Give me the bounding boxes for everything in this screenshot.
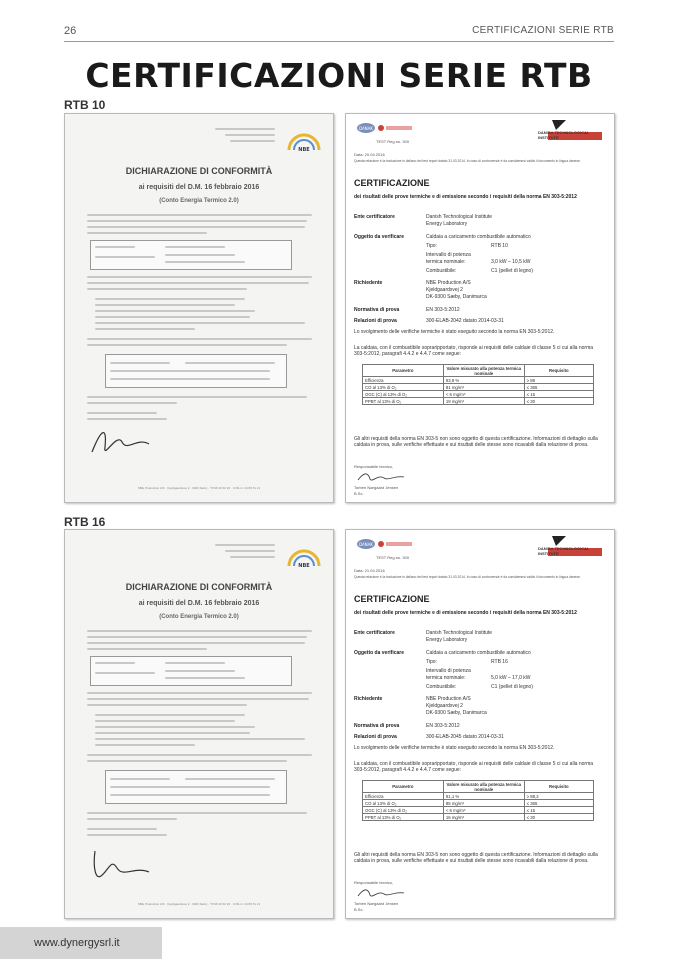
table-row xyxy=(363,377,594,384)
declaration-document-rtb16 xyxy=(64,529,334,919)
section-label-rtb16: RTB 16 xyxy=(64,515,106,529)
test-reg-number: TEST Reg.no. 300 xyxy=(376,139,410,144)
table-header: Parametro xyxy=(363,365,444,377)
table-row xyxy=(363,793,594,800)
table-cell: 91,1 % xyxy=(443,793,524,800)
table-cell: OGC (C) al 13% di O₂ xyxy=(363,391,444,398)
emission-results-table xyxy=(362,364,594,405)
ente-label: Ente certificatore xyxy=(354,214,395,220)
table-cell: 19 mg/m³ xyxy=(443,398,524,405)
header-divider xyxy=(64,41,614,42)
section-label-rtb10: RTB 10 xyxy=(64,98,106,112)
declaration-subtitle: ai requisiti del D.M. 16 febbraio 2016 xyxy=(138,184,260,191)
oggetto-value: Caldaia a caricamento combustibile automatico xyxy=(426,650,531,656)
declaration-subtitle-2: (Conto Energia Termico 2.0) xyxy=(159,198,239,204)
declaration-subtitle-2: (Conto Energia Termico 2.0) xyxy=(159,614,239,620)
table-cell: ≤ 365 xyxy=(524,800,593,807)
table-row xyxy=(363,814,594,821)
running-header-title: CERTIFICAZIONI SERIE RTB xyxy=(472,25,614,36)
certificate-signature-icon xyxy=(356,886,406,900)
termica-value: 5,0 kW – 17,0 kW xyxy=(491,675,531,681)
test-reg-number: TEST Reg.no. 300 xyxy=(376,555,410,560)
declaration-document-rtb10 xyxy=(64,113,334,503)
table-header: Requisito xyxy=(524,781,593,793)
accreditation-logo-icon xyxy=(356,122,416,134)
certificate-date: Data: 20.04.2016 xyxy=(354,152,385,157)
certificate-paragraph-3: Gli altri requisiti della norma EN 303-5 non sono oggetto di questa certificazione. Informazioni di dettaglio sulla caldaia in prova, sulle verifiche effettuate e sui risultati delle stesse sono ricavabili dalla relazione di prova. xyxy=(354,436,598,448)
svg-text:DANAK: DANAK xyxy=(358,542,374,547)
table-row xyxy=(363,391,594,398)
normativa-label: Normativa di prova xyxy=(354,307,400,313)
table-cell: 81 mg/m³ xyxy=(443,384,524,391)
normativa-value: EN 303-5:2012 xyxy=(426,307,460,313)
table-row xyxy=(363,800,594,807)
signer-title: B.Sc. xyxy=(354,907,364,912)
table-cell: OGC (C) al 13% di O₂ xyxy=(363,807,444,814)
table-cell: ≤ 15 xyxy=(524,807,593,814)
page-title: CERTIFICAZIONI SERIE RTB xyxy=(85,56,593,95)
table-cell: ≤ 30 xyxy=(524,814,593,821)
table-cell: ≤ 15 xyxy=(524,391,593,398)
table-cell: 85 mg/m³ xyxy=(443,800,524,807)
certificate-paragraph-2: La caldaia, con il combustibile sopraripportato, risponde ai requisiti delle caldaie di classe 5 ci cui alla norma 303-5:2012, paragrafi 4.4.2 e 4.4.7 come segue: xyxy=(354,761,594,773)
ente-value: Danish Technological Institute xyxy=(426,214,493,220)
table-header: Valore misurato alla potenza termica nominale xyxy=(443,781,524,793)
svg-text:NBE: NBE xyxy=(298,563,310,568)
accreditation-logo-icon xyxy=(356,538,416,550)
richiedente-label: Richiedente xyxy=(354,696,383,702)
table-cell: ≤ 365 xyxy=(524,384,593,391)
table-row xyxy=(363,807,594,814)
responsabile-label: Responsabile tecnico, xyxy=(354,880,394,885)
nbe-logo-icon xyxy=(287,130,321,152)
table-cell: CO al 13% di O₂ xyxy=(363,384,444,391)
certificate-document-rtb16 xyxy=(345,529,615,919)
ente-value-2: Energy Laboratory xyxy=(426,221,468,227)
table-cell: ≤ 30 xyxy=(524,398,593,405)
richiedente-line-2: Kjeldgaardsvej 2 xyxy=(426,703,463,709)
emission-results-table xyxy=(362,780,594,821)
certificate-note: Questa relazione è la traduzione in italiano del test report datato 31.03.2014. In caso di controversie è da considerarsi valido il documento in lingua danese. xyxy=(354,575,581,579)
table-row xyxy=(363,398,594,405)
certificate-paragraph-1: Lo svolgimento delle verifiche termiche è stato eseguito secondo la norma EN 303-5:2012. xyxy=(354,329,555,335)
page-number: 26 xyxy=(64,25,77,37)
declaration-title: DICHIARAZIONE DI CONFORMITÀ xyxy=(125,582,273,592)
oggetto-label: Oggetto da verificare xyxy=(354,234,405,240)
table-row xyxy=(363,384,594,391)
relazioni-value: 300-ELAB-2045 datato 2014-03-31 xyxy=(426,734,504,740)
termica-value: 3,0 kW – 10,5 kW xyxy=(491,259,531,265)
intervallo-label: Intervallo di potenza xyxy=(426,668,471,674)
table-cell: Efficienza xyxy=(363,793,444,800)
certificate-paragraph-3: Gli altri requisiti della norma EN 303-5 non sono oggetto di questa certificazione. Informazioni di dettaglio sulla caldaia in prova, sulle verifiche effettuate e sui risultati delle stesse sono ricavabili dalla relazione di prova. xyxy=(354,852,598,864)
svg-text:DANAK: DANAK xyxy=(358,126,374,131)
certificate-subtitle: dei risultati delle prove termiche e di emissione secondo i requisiti della norma EN 303-5:2012 xyxy=(354,610,577,616)
dti-logo-text: DANISH TECHNOLOGICAL INSTITUTE xyxy=(538,546,590,556)
certificate-signature-icon xyxy=(356,470,406,484)
certificate-paragraph-1: Lo svolgimento delle verifiche termiche è stato eseguito secondo la norma EN 303-5:2012. xyxy=(354,745,555,751)
table-cell: PPBT al 13% di O₂ xyxy=(363,398,444,405)
table-cell: 93,9 % xyxy=(443,377,524,384)
combustibile-label: Combustibile: xyxy=(426,684,457,690)
certificate-note: Questa relazione è la traduzione in italiano del test report datato 31.03.2014. In caso di controversie è da considerarsi valido il documento in lingua danese. xyxy=(354,159,581,163)
table-cell: ≥ 88 xyxy=(524,377,593,384)
declaration-signature-icon xyxy=(87,846,157,886)
tipo-value: RTB 16 xyxy=(491,659,508,665)
tipo-label: Tipo: xyxy=(426,243,437,249)
website-url: www.dynergysrl.it xyxy=(34,937,120,949)
certificate-document-rtb10 xyxy=(345,113,615,503)
richiedente-line-2: Kjeldgaardsvej 2 xyxy=(426,287,463,293)
dti-logo-text: DANISH TECHNOLOGICAL INSTITUTE xyxy=(538,130,590,140)
declaration-subtitle: ai requisiti del D.M. 16 febbraio 2016 xyxy=(138,600,260,607)
richiedente-label: Richiedente xyxy=(354,280,383,286)
signer-name: Torben Nørgaard Jensen xyxy=(354,901,399,906)
combustibile-label: Combustibile: xyxy=(426,268,457,274)
svg-text:NBE: NBE xyxy=(298,147,310,152)
richiedente-line-1: NBE Production A/S xyxy=(426,696,471,702)
responsabile-label: Responsabile tecnico, xyxy=(354,464,394,469)
ente-value: Danish Technological Institute xyxy=(426,630,493,636)
declaration-title: DICHIARAZIONE DI CONFORMITÀ xyxy=(125,166,273,176)
relazioni-label: Relazioni di prova xyxy=(354,734,397,740)
normativa-value: EN 303-5:2012 xyxy=(426,723,460,729)
ente-value-2: Energy Laboratory xyxy=(426,637,468,643)
termica-label: termica nominale: xyxy=(426,259,466,265)
page-header xyxy=(0,0,678,44)
certificate-subtitle: dei risultati delle prove termiche e di emissione secondo i requisiti della norma EN 303-5:2012 xyxy=(354,194,577,200)
table-cell: Efficienza xyxy=(363,377,444,384)
oggetto-value: Caldaia a caricamento combustibile automatico xyxy=(426,234,531,240)
intervallo-label: Intervallo di potenza xyxy=(426,252,471,258)
table-header: Parametro xyxy=(363,781,444,793)
table-cell: ≥ 88,2 xyxy=(524,793,593,800)
relazioni-value: 300-ELAB-2042 datato 2014-03-31 xyxy=(426,318,504,324)
tipo-value: RTB 10 xyxy=(491,243,508,249)
richiedente-line-1: NBE Production A/S xyxy=(426,280,471,286)
certificate-paragraph-2: La caldaia, con il combustibile sopraripportato, risponde ai requisiti delle caldaie di classe 5 ci cui alla norma 303-5:2012, paragrafi 4.4.2 e 4.4.7 come segue: xyxy=(354,345,594,357)
table-cell: 16 mg/m³ xyxy=(443,814,524,821)
declaration-footer: NBE Production A/S · Kjeldgaardsvej 2 · 9300 Sæby · Tlf 98 20 92 20 · CVR-nr. 34 89 51 21 xyxy=(137,486,261,490)
oggetto-label: Oggetto da verificare xyxy=(354,650,405,656)
nbe-logo-icon xyxy=(287,546,321,568)
ente-label: Ente certificatore xyxy=(354,630,395,636)
table-cell: CO al 13% di O₂ xyxy=(363,800,444,807)
richiedente-line-3: DK-9300 Sæby, Danimarca xyxy=(426,294,487,300)
declaration-footer: NBE Production A/S · Kjeldgaardsvej 2 · 9300 Sæby · Tlf 98 20 92 20 · CVR-nr. 34 89 51 21 xyxy=(137,902,261,906)
certificate-title: CERTIFICAZIONE xyxy=(354,178,430,188)
relazioni-label: Relazioni di prova xyxy=(354,318,397,324)
combustibile-value: C1 (pellet di legno) xyxy=(491,268,533,274)
declaration-signature-icon xyxy=(87,422,157,462)
combustibile-value: C1 (pellet di legno) xyxy=(491,684,533,690)
signer-title: B.Sc. xyxy=(354,491,364,496)
certificate-title: CERTIFICAZIONE xyxy=(354,594,430,604)
tipo-label: Tipo: xyxy=(426,659,437,665)
table-cell: < 6 mg/m³ xyxy=(443,391,524,398)
termica-label: termica nominale: xyxy=(426,675,466,681)
normativa-label: Normativa di prova xyxy=(354,723,400,729)
signer-name: Torben Nørgaard Jensen xyxy=(354,485,399,490)
table-cell: < 6 mg/m³ xyxy=(443,807,524,814)
richiedente-line-3: DK-9300 Sæby, Danimarca xyxy=(426,710,487,716)
table-header: Requisito xyxy=(524,365,593,377)
table-cell: PPBT al 13% di O₂ xyxy=(363,814,444,821)
certificate-date: Data: 21.04.2016 xyxy=(354,568,385,573)
table-header: Valore misurato alla potenza termica nominale xyxy=(443,365,524,377)
